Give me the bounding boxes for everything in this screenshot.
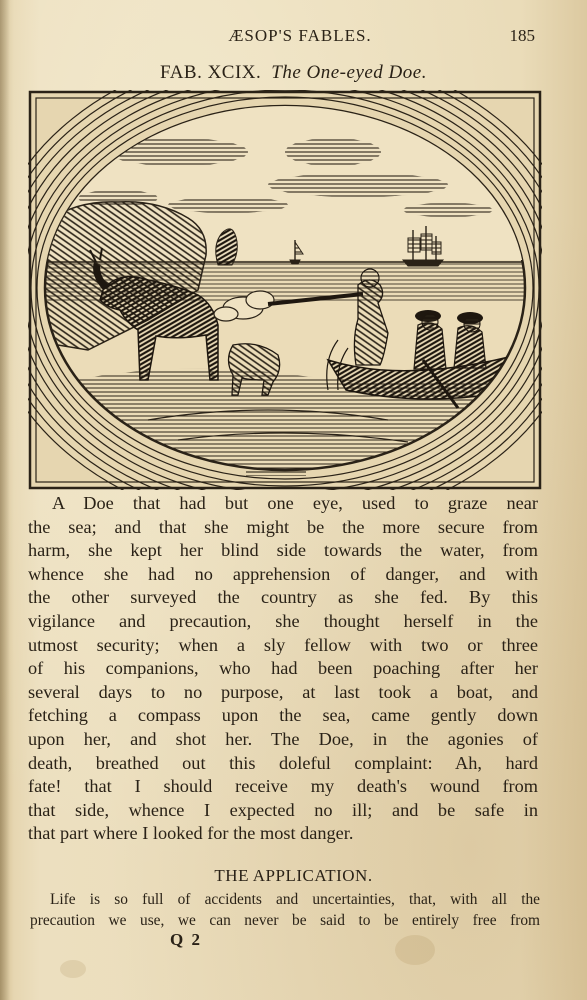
paper-stain bbox=[395, 935, 435, 965]
body-line: fate! that I should receive my death's wound from bbox=[28, 776, 538, 797]
body-line: death, breathed out this doleful complaint: Ah, hard bbox=[28, 752, 538, 773]
body-line: utmost security; when a sly fellow with two or three bbox=[28, 634, 538, 655]
page-number: 185 bbox=[509, 26, 535, 45]
body-line: vigilance and precaution, she thought herself in the bbox=[28, 610, 538, 631]
body-line: the sea; and that she might be the more secure from bbox=[28, 516, 538, 537]
woodcut-doe-and-boat-icon bbox=[28, 90, 542, 490]
body-line: of his companions, who had been poaching after her bbox=[28, 658, 538, 679]
body-line: upon her, and shot her. The Doe, in the agonies of bbox=[28, 728, 538, 749]
application-text bbox=[30, 890, 540, 931]
application-line: precaution we use, we can never be said to be entirely free from bbox=[30, 911, 540, 929]
gutter-shadow bbox=[0, 0, 10, 1000]
body-line: whence she had no apprehension of danger, and with bbox=[28, 563, 538, 584]
body-line: fetching a compass upon the sea, came gently down bbox=[28, 705, 538, 726]
body-line: several days to no purpose, at last took a boat, and bbox=[28, 681, 538, 702]
application-heading: THE APPLICATION. bbox=[214, 866, 373, 885]
paper-stain bbox=[60, 960, 86, 978]
body-line: harm, she kept her blind side towards the water, from bbox=[28, 540, 538, 561]
body-line: that side, whence I expected no ill; and be safe in bbox=[28, 799, 538, 820]
fable-number: FAB. XCIX. bbox=[160, 62, 262, 83]
fable-title bbox=[0, 62, 587, 84]
fable-body bbox=[28, 492, 538, 846]
fable-name: The One-eyed Doe. bbox=[271, 62, 427, 83]
application-line: Life is so full of accidents and uncertainties, that, with all the bbox=[50, 891, 540, 908]
running-head: ÆSOP'S FABLES. bbox=[228, 26, 372, 45]
body-line: A Doe that had but one eye, used to graze near bbox=[52, 493, 538, 513]
engraver-mark bbox=[246, 468, 306, 476]
signature-mark: Q 2 bbox=[170, 930, 202, 949]
body-line: that part where I looked for the most danger. bbox=[28, 823, 354, 844]
body-line: the other surveyed the country as she fed. By this bbox=[28, 587, 538, 608]
